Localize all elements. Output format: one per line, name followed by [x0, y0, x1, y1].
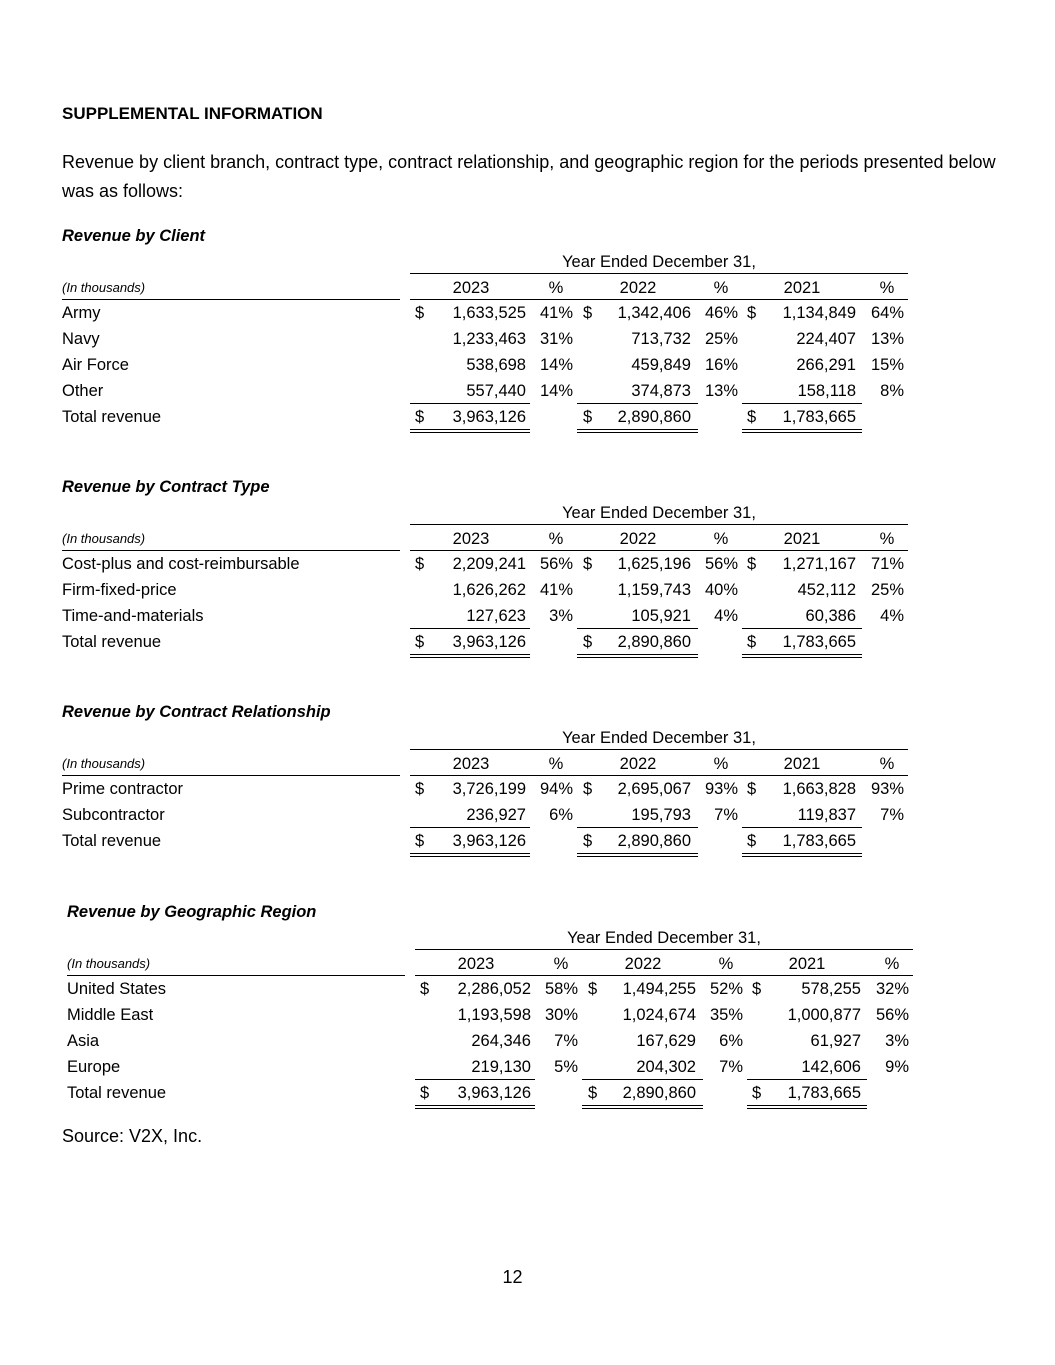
period-header-rule	[415, 949, 913, 950]
units-label: (In thousands)	[62, 756, 146, 771]
amount-cell: 266,291	[796, 356, 856, 374]
percent-cell: 13%	[870, 330, 904, 348]
percent-cell: 7%	[719, 1058, 743, 1076]
amount-cell: 204,302	[636, 1058, 696, 1076]
amount-cell: 1,342,406	[617, 304, 691, 322]
total-amount: 3,963,126	[452, 832, 526, 850]
total-amount: 2,890,860	[617, 832, 691, 850]
total-amount: 1,783,665	[782, 408, 856, 426]
amount-cell: 578,255	[801, 980, 861, 998]
row-label: Other	[62, 382, 104, 400]
currency-symbol: $	[752, 980, 762, 998]
percent-cell: 6%	[719, 1032, 743, 1050]
percent-cell: 14%	[539, 382, 573, 400]
total-amount: 3,963,126	[452, 633, 526, 651]
row-label: Air Force	[62, 356, 129, 374]
percent-cell: 4%	[714, 607, 738, 625]
row-label: Cost-plus and cost-reimbursable	[62, 555, 300, 573]
column-header-year: 2022	[619, 755, 657, 773]
currency-symbol: $	[588, 1084, 598, 1102]
total-double-rule	[747, 1105, 867, 1109]
row-label: Army	[62, 304, 101, 322]
table-title: Revenue by Contract Relationship	[62, 703, 331, 721]
column-header-percent: %	[879, 530, 895, 548]
period-header-rule	[410, 749, 908, 750]
percent-cell: 32%	[875, 980, 909, 998]
percent-cell: 40%	[704, 581, 738, 599]
total-amount: 1,783,665	[782, 832, 856, 850]
column-header-percent: %	[553, 955, 569, 973]
column-header-year: 2023	[452, 530, 490, 548]
amount-cell: 219,130	[471, 1058, 531, 1076]
percent-cell: 7%	[554, 1032, 578, 1050]
period-header: Year Ended December 31,	[567, 929, 761, 947]
amount-cell: 158,118	[797, 382, 856, 400]
column-header-percent: %	[879, 279, 895, 297]
revenue-by-client-table	[0, 223, 1055, 463]
column-header-year: 2023	[452, 279, 490, 297]
currency-symbol: $	[583, 408, 593, 426]
percent-cell: 56%	[704, 555, 738, 573]
section-heading: SUPPLEMENTAL INFORMATION	[62, 104, 323, 123]
column-header-percent: %	[713, 530, 729, 548]
percent-cell: 93%	[870, 780, 904, 798]
column-header-year: 2022	[619, 530, 657, 548]
total-double-rule	[410, 654, 530, 658]
period-header-rule	[410, 273, 908, 274]
percent-cell: 14%	[539, 356, 573, 374]
amount-cell: 195,793	[631, 806, 691, 824]
percent-cell: 3%	[549, 607, 573, 625]
amount-cell: 105,921	[631, 607, 691, 625]
row-label: Prime contractor	[62, 780, 184, 798]
amount-cell: 1,159,743	[617, 581, 691, 599]
currency-symbol: $	[747, 555, 757, 573]
column-header-year: 2022	[624, 955, 662, 973]
table-title: Revenue by Geographic Region	[67, 903, 317, 921]
percent-cell: 56%	[539, 555, 573, 573]
total-amount: 1,783,665	[787, 1084, 861, 1102]
currency-symbol: $	[415, 555, 425, 573]
amount-cell: 1,134,849	[782, 304, 856, 322]
column-header-year: 2021	[783, 279, 821, 297]
currency-symbol: $	[415, 408, 425, 426]
currency-symbol: $	[583, 832, 593, 850]
currency-symbol: $	[415, 780, 425, 798]
percent-cell: 13%	[704, 382, 738, 400]
total-double-rule	[577, 429, 698, 433]
period-header: Year Ended December 31,	[562, 253, 756, 271]
percent-cell: 9%	[885, 1058, 909, 1076]
amount-cell: 1,626,262	[452, 581, 526, 599]
percent-cell: 3%	[885, 1032, 909, 1050]
source-note: Source: V2X, Inc.	[62, 1126, 203, 1146]
currency-symbol: $	[747, 832, 757, 850]
percent-cell: 31%	[539, 330, 573, 348]
percent-cell: 94%	[539, 780, 573, 798]
percent-cell: 4%	[880, 607, 904, 625]
column-header-percent: %	[548, 755, 564, 773]
page-number: 12	[502, 1267, 523, 1287]
percent-cell: 7%	[714, 806, 738, 824]
column-header-year: 2021	[783, 755, 821, 773]
total-double-rule	[415, 1105, 535, 1109]
amount-cell: 1,000,877	[787, 1006, 861, 1024]
amount-cell: 1,193,598	[457, 1006, 531, 1024]
amount-cell: 459,849	[631, 356, 691, 374]
percent-cell: 46%	[704, 304, 738, 322]
amount-cell: 2,209,241	[452, 555, 526, 573]
total-double-rule	[742, 853, 862, 857]
column-header-year: 2023	[452, 755, 490, 773]
row-label: Asia	[67, 1032, 100, 1050]
column-header-year: 2022	[619, 279, 657, 297]
column-header-year: 2023	[457, 955, 495, 973]
amount-cell: 3,726,199	[452, 780, 526, 798]
amount-cell: 1,625,196	[617, 555, 691, 573]
units-label: (In thousands)	[67, 956, 151, 971]
column-header-percent: %	[884, 955, 900, 973]
intro-paragraph: Revenue by client branch, contract type, contract relationship, and geographic region for the periods presented below was as follows:	[62, 152, 996, 201]
row-label: Firm-fixed-price	[62, 581, 177, 599]
currency-symbol: $	[747, 408, 757, 426]
total-double-rule	[742, 654, 862, 658]
total-double-rule	[582, 1105, 703, 1109]
column-header-percent: %	[713, 279, 729, 297]
percent-cell: 30%	[544, 1006, 578, 1024]
total-amount: 3,963,126	[452, 408, 526, 426]
currency-symbol: $	[747, 304, 757, 322]
amount-cell: 1,271,167	[782, 555, 856, 573]
amount-cell: 557,440	[466, 382, 526, 400]
amount-cell: 142,606	[801, 1058, 861, 1076]
percent-cell: 8%	[880, 382, 904, 400]
currency-symbol: $	[415, 633, 425, 651]
total-label: Total revenue	[62, 633, 162, 651]
column-header-percent: %	[879, 755, 895, 773]
currency-symbol: $	[583, 304, 593, 322]
amount-cell: 538,698	[466, 356, 526, 374]
total-amount: 3,963,126	[457, 1084, 531, 1102]
total-amount: 2,890,860	[617, 408, 691, 426]
row-label: United States	[67, 980, 167, 998]
row-label: Middle East	[67, 1006, 154, 1024]
row-label: Navy	[62, 330, 100, 348]
column-header-year: 2021	[788, 955, 826, 973]
currency-symbol: $	[583, 555, 593, 573]
percent-cell: 6%	[549, 806, 573, 824]
total-double-rule	[742, 429, 862, 433]
percent-cell: 41%	[539, 581, 573, 599]
row-label: Europe	[67, 1058, 121, 1076]
currency-symbol: $	[415, 832, 425, 850]
amount-cell: 127,623	[466, 607, 526, 625]
currency-symbol: $	[583, 780, 593, 798]
percent-cell: 52%	[709, 980, 743, 998]
currency-symbol: $	[588, 980, 598, 998]
period-header: Year Ended December 31,	[562, 729, 756, 747]
total-label: Total revenue	[67, 1084, 167, 1102]
percent-cell: 5%	[554, 1058, 578, 1076]
column-header-percent: %	[718, 955, 734, 973]
total-double-rule	[410, 853, 530, 857]
total-double-rule	[577, 853, 698, 857]
amount-cell: 119,837	[797, 806, 856, 824]
amount-cell: 236,927	[466, 806, 526, 824]
percent-cell: 25%	[870, 581, 904, 599]
amount-cell: 2,695,067	[617, 780, 691, 798]
percent-cell: 71%	[870, 555, 904, 573]
amount-cell: 713,732	[631, 330, 691, 348]
row-label: Time-and-materials	[62, 607, 204, 625]
header-rule	[62, 299, 400, 300]
percent-cell: 16%	[704, 356, 738, 374]
currency-symbol: $	[747, 633, 757, 651]
column-header-percent: %	[548, 530, 564, 548]
amount-cell: 61,927	[810, 1032, 861, 1050]
units-label: (In thousands)	[62, 531, 146, 546]
units-label: (In thousands)	[62, 280, 146, 295]
revenue-by-geographic-region-table	[0, 899, 1055, 1139]
total-amount: 1,783,665	[782, 633, 856, 651]
currency-symbol: $	[583, 633, 593, 651]
amount-cell: 452,112	[797, 581, 856, 599]
row-label: Subcontractor	[62, 806, 165, 824]
percent-cell: 64%	[870, 304, 904, 322]
percent-cell: 93%	[704, 780, 738, 798]
total-amount: 2,890,860	[617, 633, 691, 651]
amount-cell: 1,663,828	[782, 780, 856, 798]
total-double-rule	[577, 654, 698, 658]
percent-cell: 15%	[870, 356, 904, 374]
amount-cell: 264,346	[471, 1032, 531, 1050]
percent-cell: 7%	[880, 806, 904, 824]
currency-symbol: $	[747, 780, 757, 798]
amount-cell: 1,233,463	[452, 330, 526, 348]
column-header-percent: %	[713, 755, 729, 773]
currency-symbol: $	[420, 1084, 430, 1102]
amount-cell: 374,873	[631, 382, 691, 400]
total-label: Total revenue	[62, 408, 162, 426]
amount-cell: 1,494,255	[622, 980, 696, 998]
percent-cell: 56%	[875, 1006, 909, 1024]
amount-cell: 2,286,052	[457, 980, 531, 998]
amount-cell: 167,629	[636, 1032, 696, 1050]
column-header-year: 2021	[783, 530, 821, 548]
percent-cell: 41%	[539, 304, 573, 322]
table-title: Revenue by Client	[62, 227, 206, 245]
percent-cell: 58%	[544, 980, 578, 998]
revenue-by-contract-type-table	[0, 474, 1055, 714]
amount-cell: 60,386	[805, 607, 856, 625]
amount-cell: 1,024,674	[622, 1006, 696, 1024]
total-label: Total revenue	[62, 832, 162, 850]
amount-cell: 224,407	[796, 330, 856, 348]
period-header: Year Ended December 31,	[562, 504, 756, 522]
total-double-rule	[410, 429, 530, 433]
column-header-percent: %	[548, 279, 564, 297]
period-header-rule	[410, 524, 908, 525]
percent-cell: 35%	[709, 1006, 743, 1024]
amount-cell: 1,633,525	[452, 304, 526, 322]
total-amount: 2,890,860	[622, 1084, 696, 1102]
table-title: Revenue by Contract Type	[62, 478, 270, 496]
currency-symbol: $	[415, 304, 425, 322]
currency-symbol: $	[752, 1084, 762, 1102]
currency-symbol: $	[420, 980, 430, 998]
percent-cell: 25%	[704, 330, 738, 348]
